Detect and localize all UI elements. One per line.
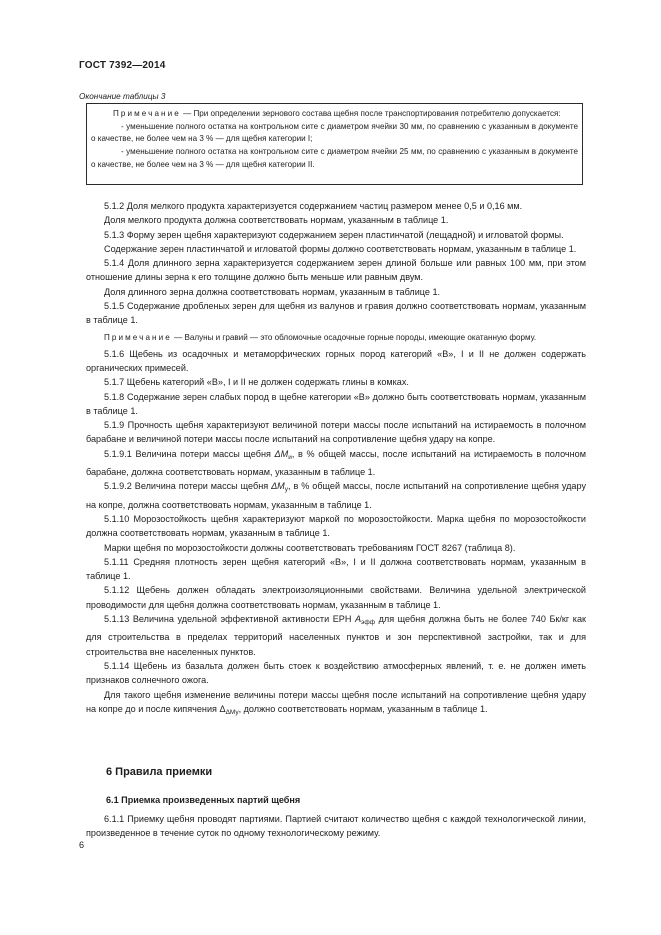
paragraph-5-1-10: 5.1.10 Морозостойкость щебня характеризуют маркой по морозостойкости. Марка щебня по морозостойкости должна соответствовать нормам, указанным в таблице 1. — [86, 513, 586, 539]
paragraph-5-1-14-cont — [86, 688, 586, 721]
p5192-text-b: , в % общей массы, после испытаний на сопротивление щебня удару на копре, должна соответствовать нормам, указанным в таблице 1. — [86, 481, 586, 510]
table-caption: Окончание таблицы 3 — [79, 92, 166, 101]
p5114b-subscript: ΔMу — [225, 708, 239, 716]
paragraph-5-1-2-cont: Доля мелкого продукта должна соответствовать нормам, указанным в таблице 1. — [104, 215, 449, 226]
paragraph-5-1-4-cont: Доля длинного зерна должна соответствовать нормам, указанным в таблице 1. — [104, 286, 441, 297]
section-6-heading: 6 Правила приемки — [106, 766, 213, 778]
page-number: 6 — [79, 840, 85, 850]
section-6-body — [86, 812, 586, 841]
paragraph-5-1-9-2 — [86, 479, 586, 512]
note-item-1: - уменьшение полного остатка на контрольном сите с диаметром ячейки 30 мм, по сравнению с указанным в документе о качестве, не более чем на 3 % — для щебня категории I; — [91, 121, 578, 144]
paragraph-5-1-12: 5.1.12 Щебень должен обладать электроизоляционными свойствами. Величина удельной электрической проводимости для щебня должна соответствовать нормам, указанным в таблице 1. — [86, 585, 586, 610]
paragraph-5-1-13 — [86, 612, 586, 659]
section-6-1-heading: 6.1 Приемка произведенных партий щебня — [106, 795, 301, 805]
note-label: Примечание — [113, 109, 181, 118]
p5191-symbol: ΔM — [274, 448, 289, 459]
p5192-subscript: у — [284, 486, 289, 494]
paragraph-6-1-1: 6.1.1 Приемку щебня проводят партиями. Партией считают количество щебня с каждой технологической линии, произведенное в течение суток по одному технологическому режиму. — [86, 814, 586, 839]
p5114b-text-b: , должно соответствовать нормам, указанным в таблице 1. — [238, 703, 488, 714]
p5113-symbol: A — [354, 614, 362, 625]
paragraph-5-1-3-cont: Содержание зерен пластинчатой и игловатой формы должно соответствовать нормам, указанным в таблице 1. — [104, 243, 577, 254]
note-item-2: - уменьшение полного остатка на контрольном сите с диаметром ячейки 25 мм, по сравнению с указанным в документе о качестве, не более чем на 3 % — для щебня категории II. — [91, 147, 578, 169]
paragraph-5-1-10-cont: Марки щебня по морозостойкости должны соответствовать требованиям ГОСТ 8267 (таблица 8). — [104, 542, 516, 553]
p5191-text-b: , в % общей массы, после испытаний на истираемость в полочном барабане, должна соответствовать нормам, указанным в таблице 1. — [86, 448, 586, 478]
p5191-subscript: и — [288, 453, 292, 461]
p5113-text-b: для щебня должна быть не более 740 Бк/кг как для строительства в пределах территорий населенных пунктов и зон перспективной застройки, так и для строительства вне населенных пунктов. — [86, 614, 586, 657]
table-note-box — [86, 103, 583, 185]
paragraph-5-1-8: 5.1.8 Содержание зерен слабых пород в щебне категории «В» должно быть соответствовать нормам, указанным в таблице 1. — [86, 391, 586, 416]
p5192-text-a: 5.1.9.2 Величина потери массы щебня — [104, 481, 272, 492]
p5113-subscript: эфф — [361, 619, 376, 627]
paragraph-5-1-5: 5.1.5 Содержание дробленых зерен для щебня из валунов и гравия должно соответствовать нормам, указанным в таблице 1. — [86, 301, 586, 326]
paragraph-5-1-6: 5.1.6 Щебень из осадочных и метаморфических горных пород категорий «В», I и II не должен содержать органических примесей. — [86, 348, 586, 373]
section-5-body — [86, 199, 586, 720]
paragraph-5-1-3: 5.1.3 Форму зерен щебня характеризуют содержанием зерен пластинчатой (лещадной) и игловатой формы. — [104, 229, 564, 240]
note-boulders — [86, 331, 586, 344]
note2-label: Примечание — [104, 332, 172, 342]
note-intro — [91, 108, 578, 121]
paragraph-5-1-14: 5.1.14 Щебень из базальта должен быть стоек к воздействию атмосферных явлений, т. е. не должен иметь признаков солнечного ожога. — [86, 660, 586, 686]
p5192-symbol: ΔM — [271, 481, 285, 492]
note2-text: — Валуны и гравий — это обломочные осадочные горные породы, имеющие окатанную форму. — [171, 332, 537, 342]
paragraph-5-1-9-1 — [86, 447, 586, 480]
note-intro-text: — При определении зернового состава щебня после транспортирования потребителю допускается: — [180, 109, 561, 118]
paragraph-5-1-4: 5.1.4 Доля длинного зерна характеризуется содержанием зерен длиной больше или равных 100 мм, при этом отношение длины зерна к его толщине должно быть меньше или равным двум. — [86, 258, 586, 283]
paragraph-5-1-11: 5.1.11 Средняя плотность зерен щебня категорий «В», I и II должна соответствовать нормам, указанным в таблице 1. — [86, 556, 586, 582]
document-header: ГОСТ 7392—2014 — [79, 60, 166, 71]
p5191-text-a: 5.1.9.1 Величина потери массы щебня — [104, 448, 275, 459]
p5113-text-a: 5.1.13 Величина удельной эффективной активности ЕРН — [104, 614, 355, 625]
paragraph-5-1-9: 5.1.9 Прочность щебня характеризуют величиной потери массы после испытаний на истираемость в полочном барабане и величиной потери массы после испытаний на сопротивление щебня удару на копре. — [86, 420, 586, 445]
p5114b-symbol: Δ — [219, 703, 226, 714]
paragraph-5-1-2: 5.1.2 Доля мелкого продукта характеризуется содержанием частиц размером менее 0,5 и 0,16 мм. — [104, 201, 523, 211]
p5114b-text-a: Для такого щебня изменение величины потери массы щебня после испытаний на сопротивление щебня удару на копре до и после кипячения — [86, 689, 586, 714]
paragraph-5-1-7: 5.1.7 Щебень категорий «В», I и II не должен содержать глины в комках. — [104, 377, 409, 388]
